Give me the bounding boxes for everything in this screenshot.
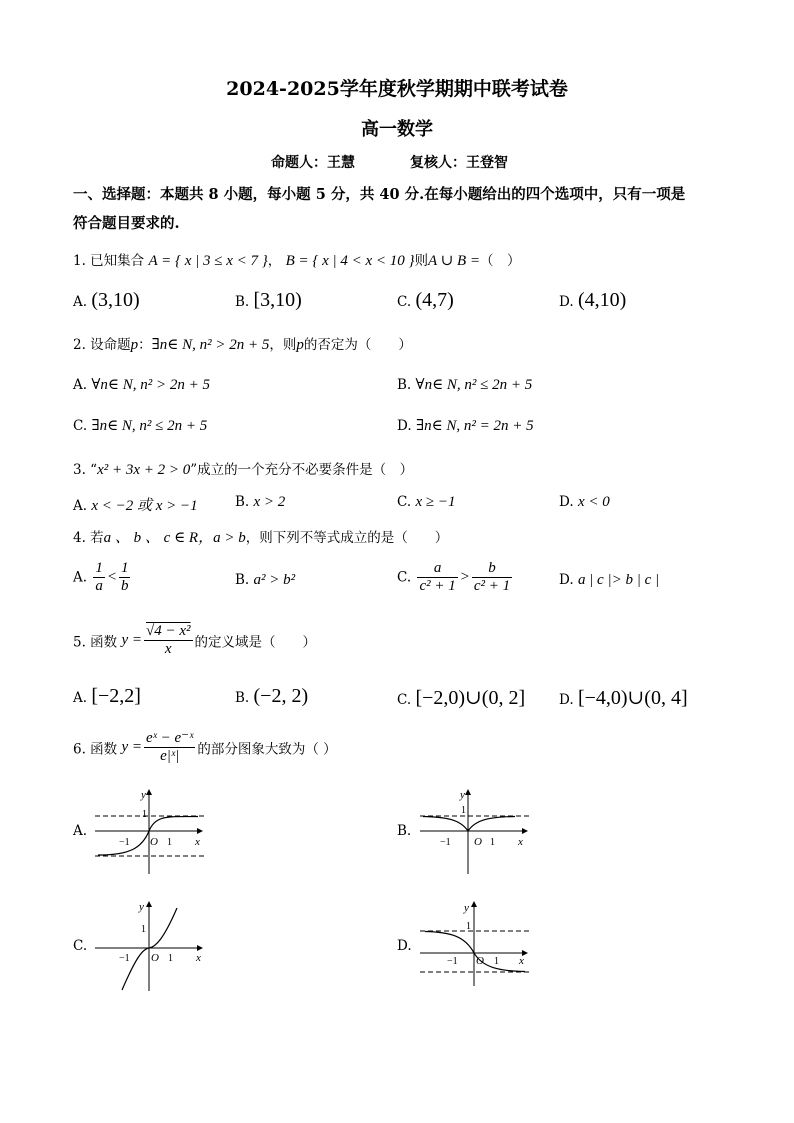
q2-option-a: A. ∀n∈ N, n² > 2n + 5 [73,377,210,393]
q5-option-d: D. [−4,0)∪(0, 4] [559,687,688,709]
q5-option-b: B. (−2, 2) [235,685,309,707]
q6-text-a: 6. 函数 [73,741,118,758]
curve [423,817,515,832]
graph-a [90,786,210,876]
q2-colon: ： [138,337,152,353]
q6-text-b: 的部分图象大致为（ ） [197,741,337,758]
setter-line [271,152,355,172]
setter-name: 王慧 [327,155,355,171]
q4-vars: a 、 b 、 c ∈ R [103,530,199,546]
section-heading-line2: 符合题目要求的. [73,215,180,232]
graph-c [90,898,210,993]
q5-denominator: x [164,641,172,657]
x-label: x [195,836,200,848]
q4-text-a: 4. 若 [73,530,104,546]
x-tick-neg1: −1 [119,953,130,964]
q3-option-c: C. x ≥ −1 [397,494,456,510]
q2-option-c: C. ∃n∈ N, n² ≤ 2n + 5 [73,418,208,434]
exam-title: 2024-2025学年度秋学期期中联考试卷 [226,78,568,100]
q4-option-b: B. a² > b² [235,572,296,588]
origin-label: O [151,952,159,964]
y-tick-1: 1 [142,809,147,820]
q1-option-d: D. (4,10) [559,289,627,311]
question-6-stem [73,730,337,765]
q6-numerator: eˣ − e⁻ˣ [146,730,194,746]
q6-lhs: y = [121,739,142,755]
curve [98,817,198,856]
q1-option-b: B. [3,10) [235,289,302,311]
q3-option-a: A. x < −2 或 x > −1 [73,498,198,514]
q5-text-b: 的定义域是（ ） [194,634,317,651]
q2-text-c: 的否定为（ ） [303,337,412,353]
x-tick-1: 1 [167,837,172,848]
q3-text-b: ”成立的一个充分不必要条件是（ ） [190,462,414,478]
reviewer-line [410,152,508,172]
x-tick-1: 1 [494,956,499,967]
q1-set-b: B = { x | 4 < x < 10 } [285,253,415,269]
q3-option-d: D. x < 0 [559,494,610,510]
y-label: y [139,901,144,913]
q6-option-a-label: A. [73,823,88,839]
y-label: y [460,789,465,801]
q1-text-a: 1. 已知集合 [73,253,145,269]
q1-comma: ， [267,253,282,269]
q2-prop: p [130,337,139,353]
q1-option-c: C. (4,7) [397,289,454,311]
q1-set-a: A = { x | 3 ≤ x < 7 } [148,253,268,269]
graph-b [415,786,535,876]
x-tick-neg1: −1 [447,956,458,967]
q1-paren: （ ） [480,253,521,269]
q2-text-b: ，则 [269,337,297,353]
q4-cond: ，a > b [198,530,246,546]
subject-title: 高一数学 [361,119,433,140]
x-label: x [519,955,524,967]
q4-text-b: ，则下列不等式成立的是（ ） [245,530,449,546]
origin-label: O [474,836,482,848]
q5-text-a: 5. 函数 [73,634,118,651]
reviewer-label: 复核人： [410,155,466,171]
q1-text-b: 则 [414,253,429,269]
reviewer-name: 王登智 [466,155,508,171]
x-tick-neg1: −1 [440,837,451,848]
question-5-stem [73,623,316,658]
q3-text-a: 3. “ [73,462,98,478]
y-label: y [464,902,469,914]
q2-option-b: B. ∀n∈ N, n² ≤ 2n + 5 [397,377,533,393]
q1-union: A ∪ B = [428,253,481,269]
question-2-stem [73,333,412,354]
q5-option-a: A. [−2,2] [73,685,141,707]
q6-denominator: e|ˣ| [160,748,180,764]
x-tick-neg1: −1 [119,837,130,848]
question-1-stem [73,249,521,270]
q5-lhs: y = [121,632,142,648]
curve [425,932,525,972]
question-4-stem [73,526,448,547]
section-heading-line1: 一、选择题：本题共 8 小题，每小题 5 分，共 40 分.在每小题给出的四个选项中，只有一项是 [73,186,686,203]
x-tick-1: 1 [490,837,495,848]
q3-option-b: B. x > 2 [235,494,286,510]
q6-option-c-label: C. [73,938,88,954]
q6-option-b-label: B. [397,823,412,839]
q5-option-c: C. [−2,0)∪(0, 2] [397,687,526,709]
x-label: x [518,836,523,848]
x-label: x [196,952,201,964]
q4-option-c: C. $\frac{a}{\text{c² + 1}}$ > $\frac{b}{\text{c² + 1}}$ [397,560,511,594]
origin-label: O [476,955,484,967]
q4-option-d: D. a | c |> b | c | [559,572,660,588]
q5-numerator: √4 − x² [146,623,191,639]
q2-text-a: 2. 设命题 [73,337,131,353]
x-tick-1: 1 [168,953,173,964]
y-tick-1: 1 [461,805,466,816]
q4-option-a: A. $\frac{1}{a}$ < $\frac{1}{b}$ [73,560,129,594]
q2-expr: ∃n∈ N, n² > 2n + 5 [151,337,270,353]
origin-label: O [150,836,158,848]
y-tick-1: 1 [466,921,471,932]
setter-label: 命题人： [271,155,327,171]
q2-prop-2: p [296,337,304,353]
q3-expr: x² + 3x + 2 > 0 [97,462,191,478]
y-tick-1: 1 [141,924,146,935]
q2-option-d: D. ∃n∈ N, n² = 2n + 5 [397,418,534,434]
graph-d [415,898,535,988]
question-3-stem [73,458,413,479]
q6-option-d-label: D. [397,938,412,954]
y-label: y [141,789,146,801]
q1-option-a: A. (3,10) [73,289,140,311]
